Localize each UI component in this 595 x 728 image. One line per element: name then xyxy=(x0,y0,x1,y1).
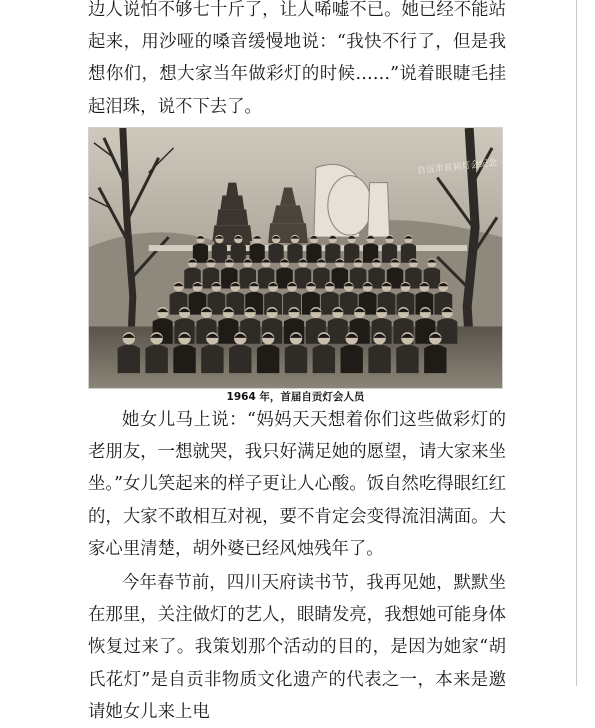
photo-caption: 1964 年，首届自贡灯会人员 xyxy=(226,391,365,403)
page-edge-line xyxy=(576,0,577,686)
paragraph-3: 今年春节前，四川天府读书节，我再见她，默默坐在那里，关注做灯的艺人，眼睛发亮，我想她可能身体恢复过来了。我策划那个活动的目的，是因为她家“胡氏花灯”是自贡非物质文化遗产的代表之一，本来是邀请她女儿来上电 xyxy=(88,573,506,722)
group-photo-image xyxy=(89,128,502,388)
photo-inscription: 自贡市首届灯会纪念 xyxy=(416,158,498,177)
historical-group-photo xyxy=(88,127,503,389)
paragraph-2: 她女儿马上说：“妈妈天天想着你们这些做彩灯的老朋友，一想就哭，我只好满足她的愿望，请大家来坐坐。”女儿笑起来的样子更让人心酸。饭自然吃得眼红红的，大家不敢相互对视，要不肯定会变得流泪满面。大家心里清楚，胡外婆已经风烛残年了。 xyxy=(88,410,506,559)
paragraph-1: 边人说怕不够七十斤了，让人唏嘘不已。她已经不能站起来，用沙哑的嗓音缓慢地说：“我快不行了，但是我想你们，想大家当年做彩灯的时候……”说着眼睫毛挂起泪珠，说不下去了。 xyxy=(88,0,506,117)
